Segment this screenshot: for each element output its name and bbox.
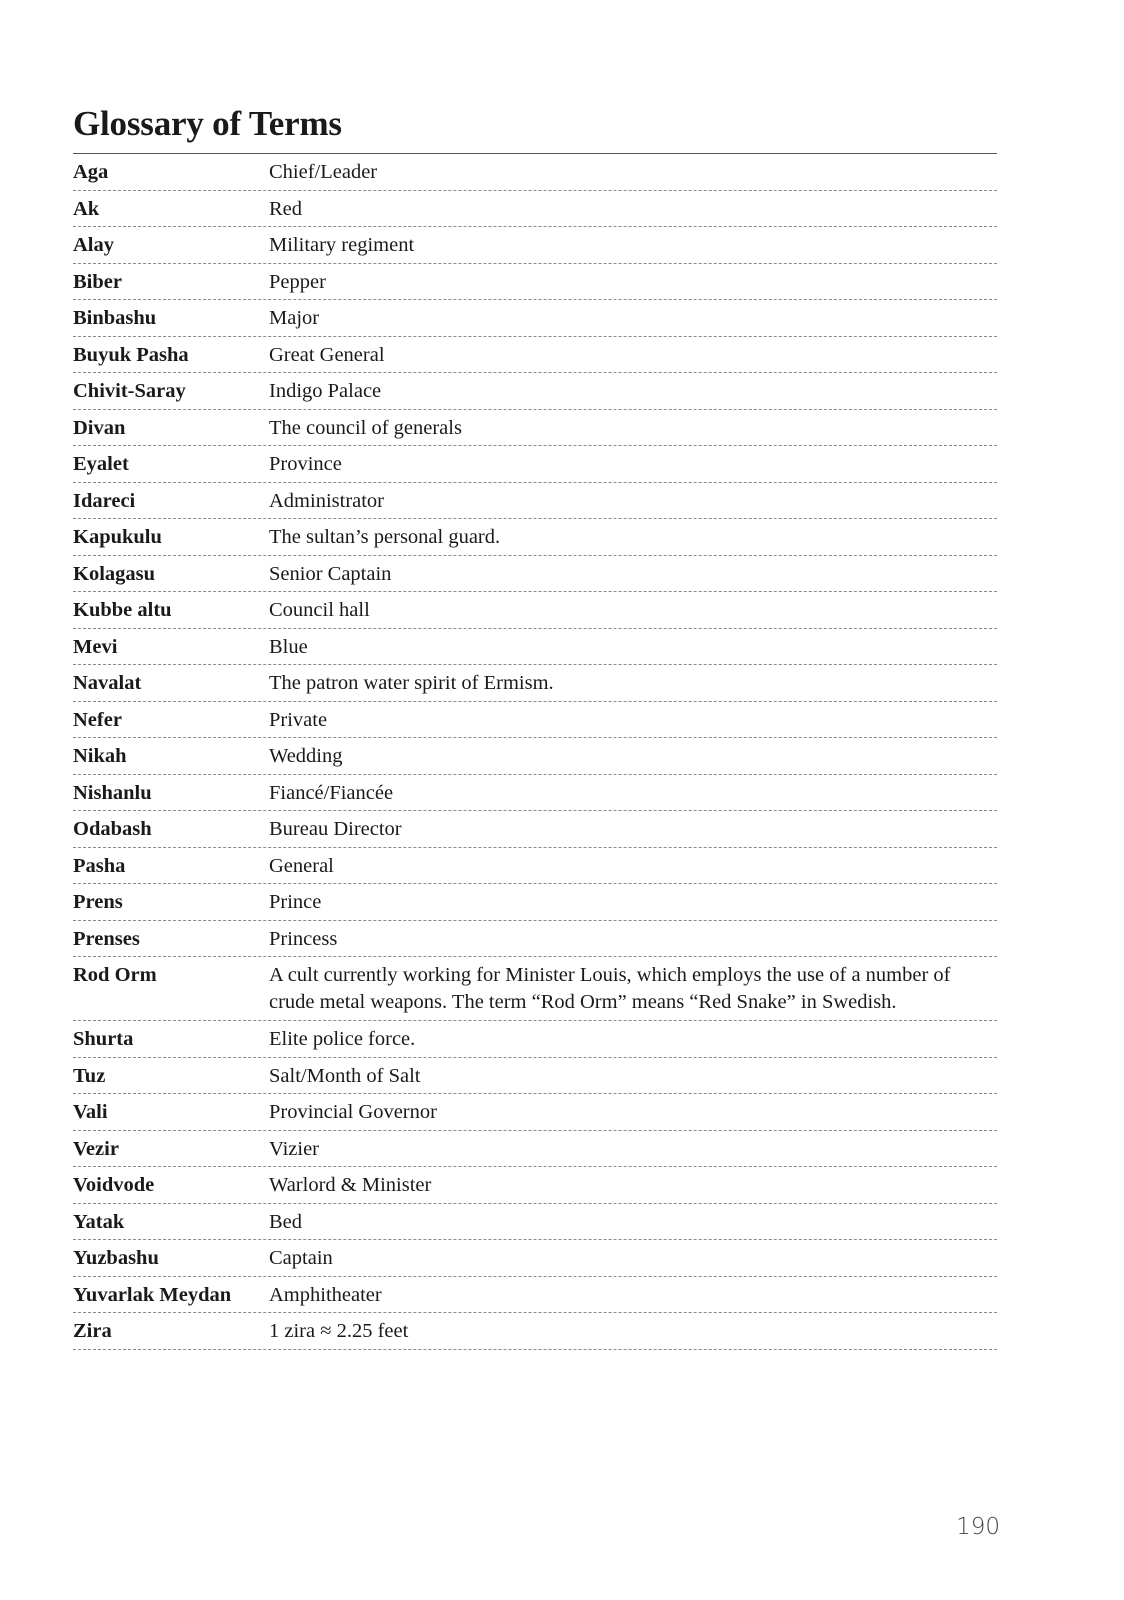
glossary-term: Nishanlu (73, 781, 152, 804)
glossary-row (73, 410, 997, 447)
glossary-row (73, 556, 997, 593)
glossary-term: Prenses (73, 927, 140, 950)
glossary-row (73, 921, 997, 958)
glossary-row (73, 1167, 997, 1204)
glossary-row (73, 702, 997, 739)
glossary-definition: Warlord & Minister (269, 1174, 432, 1196)
glossary-term: Mevi (73, 635, 118, 658)
glossary-row (73, 1094, 997, 1131)
glossary-row (73, 775, 997, 812)
glossary-term: Biber (73, 270, 122, 293)
glossary-definition: Bureau Director (269, 818, 402, 840)
glossary-term: Shurta (73, 1028, 134, 1050)
glossary-definition: Elite police force. (269, 1028, 416, 1050)
glossary-definition: Vizier (269, 1137, 319, 1160)
glossary-definition: Prince (269, 891, 322, 913)
glossary-definition: The sultan’s personal guard. (269, 526, 501, 548)
glossary-term: Chivit-Saray (73, 380, 186, 402)
glossary-term: Rod Orm (73, 964, 157, 986)
glossary-definition: Salt/Month of Salt (269, 1064, 421, 1087)
glossary-row (73, 337, 997, 374)
glossary-row (73, 446, 997, 483)
glossary-term: Zira (73, 1320, 112, 1342)
glossary-row (73, 191, 997, 228)
glossary-definition: Captain (269, 1247, 333, 1269)
glossary-term: Kapukulu (73, 526, 162, 548)
glossary-definition: Private (269, 708, 328, 731)
glossary-definition: Military regiment (269, 234, 415, 256)
glossary-definition: A cult currently working for Minister Louis, which employs the use of a number of crude metal weapons. The term “Rod Orm” means “Red Snake” in Swedish. (269, 964, 951, 1013)
glossary-term: Alay (73, 234, 114, 256)
glossary-term: Yatak (73, 1210, 125, 1233)
glossary-term: Voidvode (73, 1174, 155, 1196)
glossary-row (73, 264, 997, 301)
glossary-row (73, 1277, 997, 1314)
glossary-row (73, 1131, 997, 1168)
glossary-definition: Indigo Palace (269, 380, 382, 402)
glossary-definition: Provincial Governor (269, 1101, 437, 1123)
glossary-definition: Chief/Leader (269, 161, 378, 183)
glossary-row (73, 1204, 997, 1241)
glossary-term: Navalat (73, 672, 142, 694)
page-number: 190 (956, 1514, 1000, 1540)
glossary-term: Pasha (73, 854, 126, 877)
glossary-definition: Administrator (269, 489, 385, 512)
glossary-term: Buyuk Pasha (73, 343, 189, 366)
glossary-term: Binbashu (73, 307, 157, 329)
glossary-row (73, 519, 997, 556)
glossary-definition: 1 zira ≈ 2.25 feet (269, 1320, 409, 1342)
glossary-row (73, 300, 997, 337)
glossary-definition: General (269, 854, 334, 877)
glossary-row (73, 665, 997, 702)
glossary-term: Ak (73, 197, 100, 220)
glossary-definition: Province (269, 453, 342, 475)
glossary-row (73, 154, 997, 191)
glossary-term: Divan (73, 416, 126, 439)
glossary-row (73, 227, 997, 264)
glossary-term: Tuz (73, 1064, 106, 1087)
glossary-definition: Fiancé/Fiancée (269, 781, 394, 804)
glossary-row (73, 629, 997, 666)
glossary-row (73, 592, 997, 629)
glossary-definition: Wedding (269, 745, 343, 767)
glossary-definition: Senior Captain (269, 562, 392, 585)
glossary-term: Kolagasu (73, 562, 156, 585)
glossary-definition: Great General (269, 343, 385, 366)
glossary-definition: Red (269, 197, 303, 220)
glossary-definition: The patron water spirit of Ermism. (269, 672, 554, 694)
glossary-term: Nikah (73, 745, 127, 767)
glossary-row (73, 884, 997, 921)
glossary-row (73, 1240, 997, 1277)
glossary-definition: The council of generals (269, 416, 462, 439)
glossary-definition: Bed (269, 1210, 303, 1233)
glossary-definition: Council hall (269, 599, 370, 621)
glossary-row (73, 957, 997, 1021)
glossary-term: Odabash (73, 818, 152, 840)
page-title: Glossary of Terms (73, 104, 342, 143)
glossary-definition: Major (269, 307, 320, 329)
glossary-definition: Pepper (269, 270, 326, 293)
glossary-term: Kubbe altu (73, 599, 172, 621)
glossary-row (73, 1313, 997, 1350)
glossary-row (73, 738, 997, 775)
glossary-term: Vali (73, 1101, 108, 1123)
glossary-row (73, 1058, 997, 1095)
glossary-term: Eyalet (73, 453, 129, 475)
glossary-definition: Princess (269, 927, 338, 950)
glossary-table (73, 154, 997, 1350)
glossary-term: Aga (73, 161, 109, 183)
glossary-definition: Blue (269, 635, 308, 658)
glossary-term: Nefer (73, 708, 122, 731)
glossary-term: Yuvarlak Meydan (73, 1283, 232, 1306)
glossary-definition: Amphitheater (269, 1283, 382, 1306)
glossary-row (73, 373, 997, 410)
glossary-term: Vezir (73, 1137, 119, 1160)
glossary-term: Idareci (73, 489, 136, 512)
glossary-row (73, 483, 997, 520)
glossary-term: Prens (73, 891, 123, 913)
glossary-row (73, 1021, 997, 1058)
glossary-row (73, 811, 997, 848)
glossary-row (73, 848, 997, 885)
glossary-term: Yuzbashu (73, 1247, 159, 1269)
